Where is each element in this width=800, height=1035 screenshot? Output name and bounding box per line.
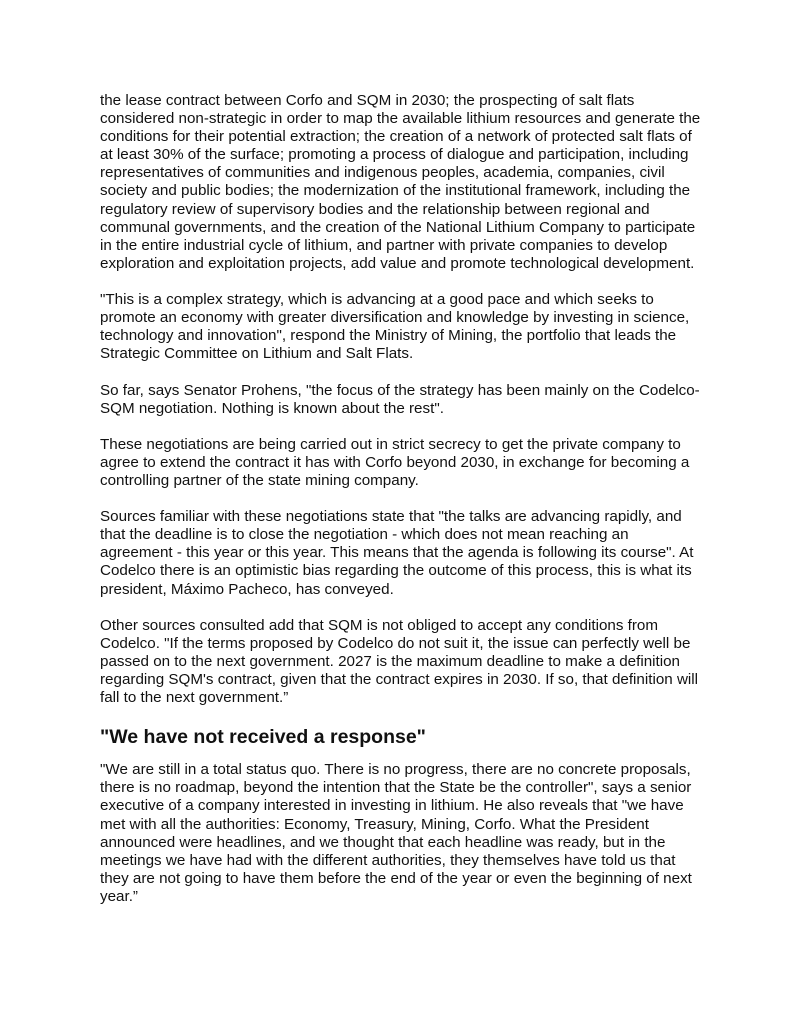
paragraph-senator-prohens: So far, says Senator Prohens, "the focus of the strategy has been mainly on the Codelco-SQM negotiation. Nothing is known about the rest". xyxy=(100,381,700,417)
paragraph-negotiations-secrecy: These negotiations are being carried out in strict secrecy to get the private company to agree to extend the contract it has with Corfo beyond 2030, in exchange for becoming a controlling partner of the state mining company. xyxy=(100,435,690,489)
paragraph-strategy-measures: the lease contract between Corfo and SQM in 2030; the prospecting of salt flats considered non-strategic in order to map the available lithium resources and generate the conditions for their potential extraction; the creation of a network of protected salt flats of at least 30% of the surface; promoting a process of dialogue and participation, including representatives of communities and indigenous peoples, academia, companies, civil society and public bodies; the modernization of the institutional framework, including the regulatory review of supervisory bodies and the relationship between regional and communal governments, and the creation of the National Lithium Company to participate in the entire industrial cycle of lithium, and partner with private companies to develop exploration and exploitation projects, add value and promote technological development. xyxy=(100,92,701,272)
paragraph-other-sources: Other sources consulted add that SQM is not obliged to accept any conditions from Codelco. "If the terms proposed by Codelco do not suit it, the issue can perfectly well be passed on to the next government. 2027 is the maximum deadline to make a definition regarding SQM's contract, given that the contract expires in 2030. If so, that definition will fall to the next government.” xyxy=(100,616,699,707)
section-heading: "We have not received a response" xyxy=(100,726,426,749)
paragraph-ministry-quote: "This is a complex strategy, which is advancing at a good pace and which seeks to promote an economy with greater diversification and knowledge by investing in science, technology and innovation", respond the Ministry of Mining, the portfolio that leads the Strategic Committee on Lithium and Salt Flats. xyxy=(100,291,690,363)
document-page xyxy=(100,92,704,924)
paragraph-status-quo: "We are still in a total status quo. There is no progress, there are no concrete proposals, there is no roadmap, beyond the intention that the State be the controller", says a senior executive of a company interested in investing in lithium. He also reveals that "we have met with all the authorities: Economy, Treasury, Mining, Corfo. What the President announced were headlines, and we thought that each headline was ready, but in the meetings we have had with the different authorities, they themselves have told us that they are not going to have them before the end of the year or even the beginning of next year.” xyxy=(100,761,692,905)
paragraph-sources-familiar: Sources familiar with these negotiations state that "the talks are advancing rapidly, and that the deadline is to close the negotiation - which does not mean reaching an agreement - this year or this year. This means that the agenda is following its course". At Codelco there is an optimistic bias regarding the outcome of this process, this is what its president, Máximo Pacheco, has conveyed. xyxy=(100,508,694,598)
